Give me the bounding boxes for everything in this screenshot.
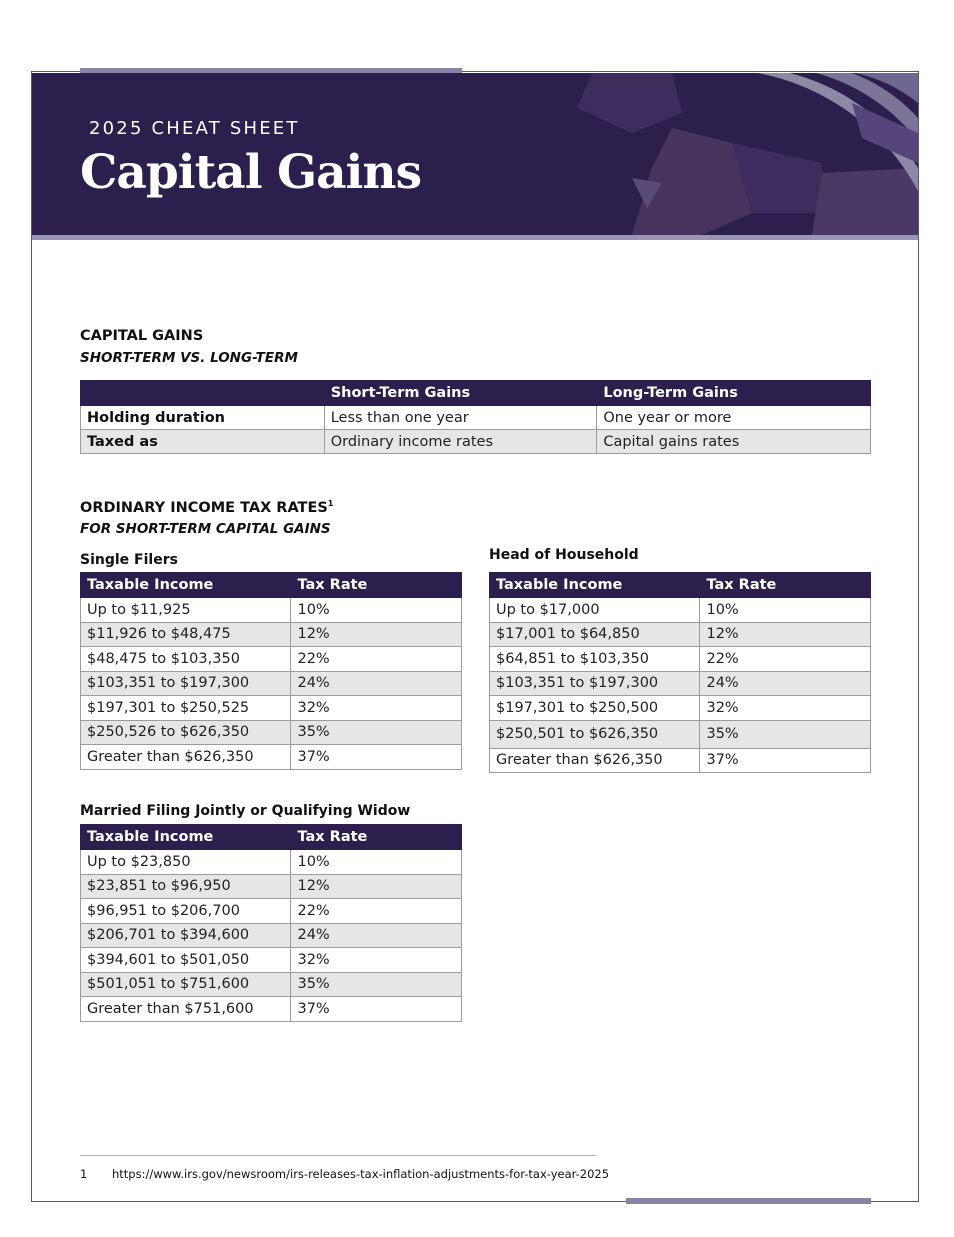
rate-cell: 35% [291, 972, 462, 997]
table-row [490, 720, 871, 748]
married-header-row [81, 825, 462, 850]
banner-underline [32, 235, 918, 240]
comparison-col-short-term: Short-Term Gains [324, 381, 597, 406]
single-header-row [81, 573, 462, 598]
col-taxable-income: Taxable Income [490, 573, 700, 598]
income-cell: Up to $17,000 [490, 598, 700, 623]
cheat-sheet-kicker: 2025 CHEAT SHEET [89, 118, 300, 139]
row-label: Holding duration [81, 406, 325, 430]
table-row [490, 647, 871, 672]
income-cell: $197,301 to $250,500 [490, 696, 700, 721]
comparison-col-long-term: Long-Term Gains [597, 381, 871, 406]
table-row [81, 850, 462, 875]
rate-cell: 10% [291, 850, 462, 875]
table-row [81, 972, 462, 997]
rate-cell: 12% [700, 622, 871, 647]
comparison-subheading: SHORT-TERM VS. LONG-TERM [80, 350, 298, 366]
income-cell: $103,351 to $197,300 [490, 671, 700, 696]
rate-cell: 32% [700, 696, 871, 721]
income-cell: $250,526 to $626,350 [81, 720, 291, 745]
table-row [81, 923, 462, 948]
table-row [81, 671, 462, 696]
income-cell: Greater than $626,350 [490, 748, 700, 773]
rate-cell: 35% [700, 720, 871, 748]
married-filing-jointly-title: Married Filing Jointly or Qualifying Widow [80, 803, 411, 819]
income-cell: Up to $11,925 [81, 598, 291, 623]
rate-cell: 12% [291, 622, 462, 647]
comparison-header-row [81, 381, 871, 406]
income-cell: $17,001 to $64,850 [490, 622, 700, 647]
rate-cell: 12% [291, 874, 462, 899]
ordinary-rates-heading-text: ORDINARY INCOME TAX RATES [80, 499, 328, 516]
rate-cell: 37% [700, 748, 871, 773]
table-row [490, 696, 871, 721]
footnote [80, 1167, 609, 1181]
footnote-number: 1 [80, 1167, 88, 1181]
table-row [81, 720, 462, 745]
bottom-accent-bar [626, 1198, 871, 1204]
page-title: Capital Gains [80, 145, 422, 200]
footnote-link[interactable]: https://www.irs.gov/newsroom/irs-releases-tax-inflation-adjustments-for-tax-year-2025 [112, 1167, 610, 1181]
ordinary-rates-heading [80, 499, 333, 516]
income-cell: $64,851 to $103,350 [490, 647, 700, 672]
table-row [490, 671, 871, 696]
rate-cell: 37% [291, 745, 462, 770]
table-row [490, 598, 871, 623]
comparison-heading: CAPITAL GAINS [80, 328, 204, 344]
head-of-household-title: Head of Household [489, 547, 639, 563]
col-taxable-income: Taxable Income [81, 825, 291, 850]
table-row [81, 430, 871, 454]
ordinary-rates-subheading: FOR SHORT-TERM CAPITAL GAINS [80, 521, 331, 537]
table-cell: Less than one year [324, 406, 597, 430]
rate-cell: 10% [700, 598, 871, 623]
table-row [81, 406, 871, 430]
income-cell: Up to $23,850 [81, 850, 291, 875]
col-tax-rate: Tax Rate [291, 573, 462, 598]
income-cell: $48,475 to $103,350 [81, 647, 291, 672]
hoh-header-row [490, 573, 871, 598]
table-row [490, 622, 871, 647]
table-row [81, 622, 462, 647]
comparison-col-blank [81, 381, 325, 406]
table-row [81, 598, 462, 623]
income-cell: $103,351 to $197,300 [81, 671, 291, 696]
rate-cell: 10% [291, 598, 462, 623]
rate-cell: 22% [291, 899, 462, 924]
footnote-marker: 1 [327, 499, 334, 508]
rate-cell: 24% [291, 671, 462, 696]
row-label: Taxed as [81, 430, 325, 454]
table-row [81, 997, 462, 1022]
header-banner [32, 73, 918, 235]
rate-cell: 24% [291, 923, 462, 948]
table-row [490, 748, 871, 773]
rate-cell: 24% [700, 671, 871, 696]
income-cell: $206,701 to $394,600 [81, 923, 291, 948]
rate-cell: 37% [291, 997, 462, 1022]
table-cell: One year or more [597, 406, 871, 430]
rate-cell: 35% [291, 720, 462, 745]
table-row [81, 948, 462, 973]
income-cell: Greater than $626,350 [81, 745, 291, 770]
head-of-household-table [489, 572, 871, 773]
income-cell: $197,301 to $250,525 [81, 696, 291, 721]
single-filers-title: Single Filers [80, 552, 178, 568]
col-taxable-income: Taxable Income [81, 573, 291, 598]
rate-cell: 22% [291, 647, 462, 672]
married-filing-jointly-table [80, 824, 462, 1022]
col-tax-rate: Tax Rate [700, 573, 871, 598]
table-row [81, 696, 462, 721]
table-cell: Ordinary income rates [324, 430, 597, 454]
comparison-table [80, 380, 871, 454]
income-cell: Greater than $751,600 [81, 997, 291, 1022]
footnote-divider [80, 1155, 597, 1156]
table-row [81, 647, 462, 672]
income-cell: $250,501 to $626,350 [490, 720, 700, 748]
table-row [81, 745, 462, 770]
table-cell: Capital gains rates [597, 430, 871, 454]
rate-cell: 32% [291, 696, 462, 721]
income-cell: $501,051 to $751,600 [81, 972, 291, 997]
income-cell: $394,601 to $501,050 [81, 948, 291, 973]
rate-cell: 32% [291, 948, 462, 973]
table-row [81, 874, 462, 899]
income-cell: $11,926 to $48,475 [81, 622, 291, 647]
rate-cell: 22% [700, 647, 871, 672]
single-filers-table [80, 572, 462, 770]
income-cell: $96,951 to $206,700 [81, 899, 291, 924]
income-cell: $23,851 to $96,950 [81, 874, 291, 899]
table-row [81, 899, 462, 924]
col-tax-rate: Tax Rate [291, 825, 462, 850]
